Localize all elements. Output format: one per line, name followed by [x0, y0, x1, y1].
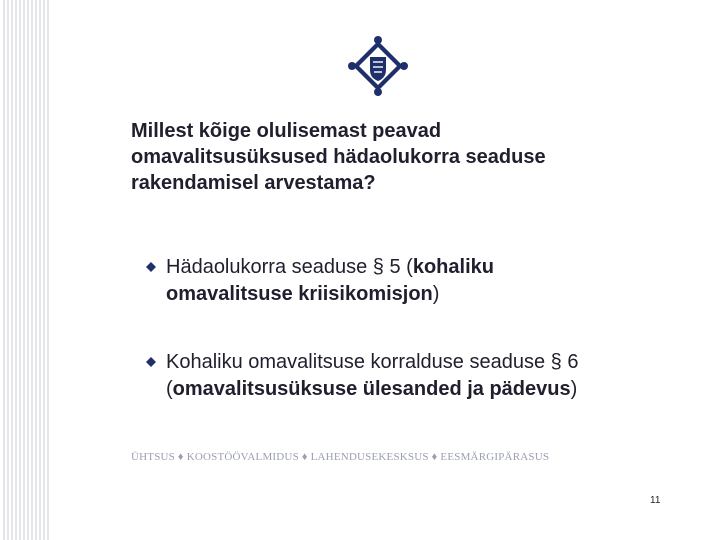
decorative-left-border — [0, 0, 60, 540]
bullet-text-bold: omavalitsuse kriisikomisjon — [166, 283, 433, 305]
bullet-text — [166, 349, 686, 403]
diamond-bullet-icon — [146, 262, 156, 272]
bullet-text-plain: ) — [570, 378, 578, 400]
diamond-bullet-icon — [146, 357, 156, 367]
bullet-text-plain: Hädaolukorra seaduse § 5 ( — [166, 256, 413, 278]
bullet-text-plain: ( — [166, 378, 173, 400]
bullet-text-plain: Kohaliku omavalitsuse korralduse seaduse § 6 — [166, 351, 579, 373]
slide-title — [131, 118, 671, 196]
page-number: 11 — [650, 495, 661, 506]
motto-footer: ÜHTSUS ♦ KOOSTÖÖVALMIDUS ♦ LAHENDUSEKESKSUS ♦ EESMÄRGIPÄRASUS — [131, 451, 550, 463]
coat-of-arms-emblem-icon — [347, 35, 409, 97]
bullet-text-plain: ) — [432, 283, 440, 305]
bullet-text — [166, 254, 686, 308]
bullet-text-bold: omavalitsusüksuse ülesanded ja pädevus — [172, 378, 571, 400]
slide-title-line: rakendamisel arvestama? — [131, 172, 376, 194]
slide-title-line: Millest kõige olulisemast peavad — [131, 120, 442, 142]
slide-title-line: omavalitsusüksused hädaolukorra seaduse — [131, 146, 546, 168]
bullet-text-bold: kohaliku — [412, 256, 494, 278]
